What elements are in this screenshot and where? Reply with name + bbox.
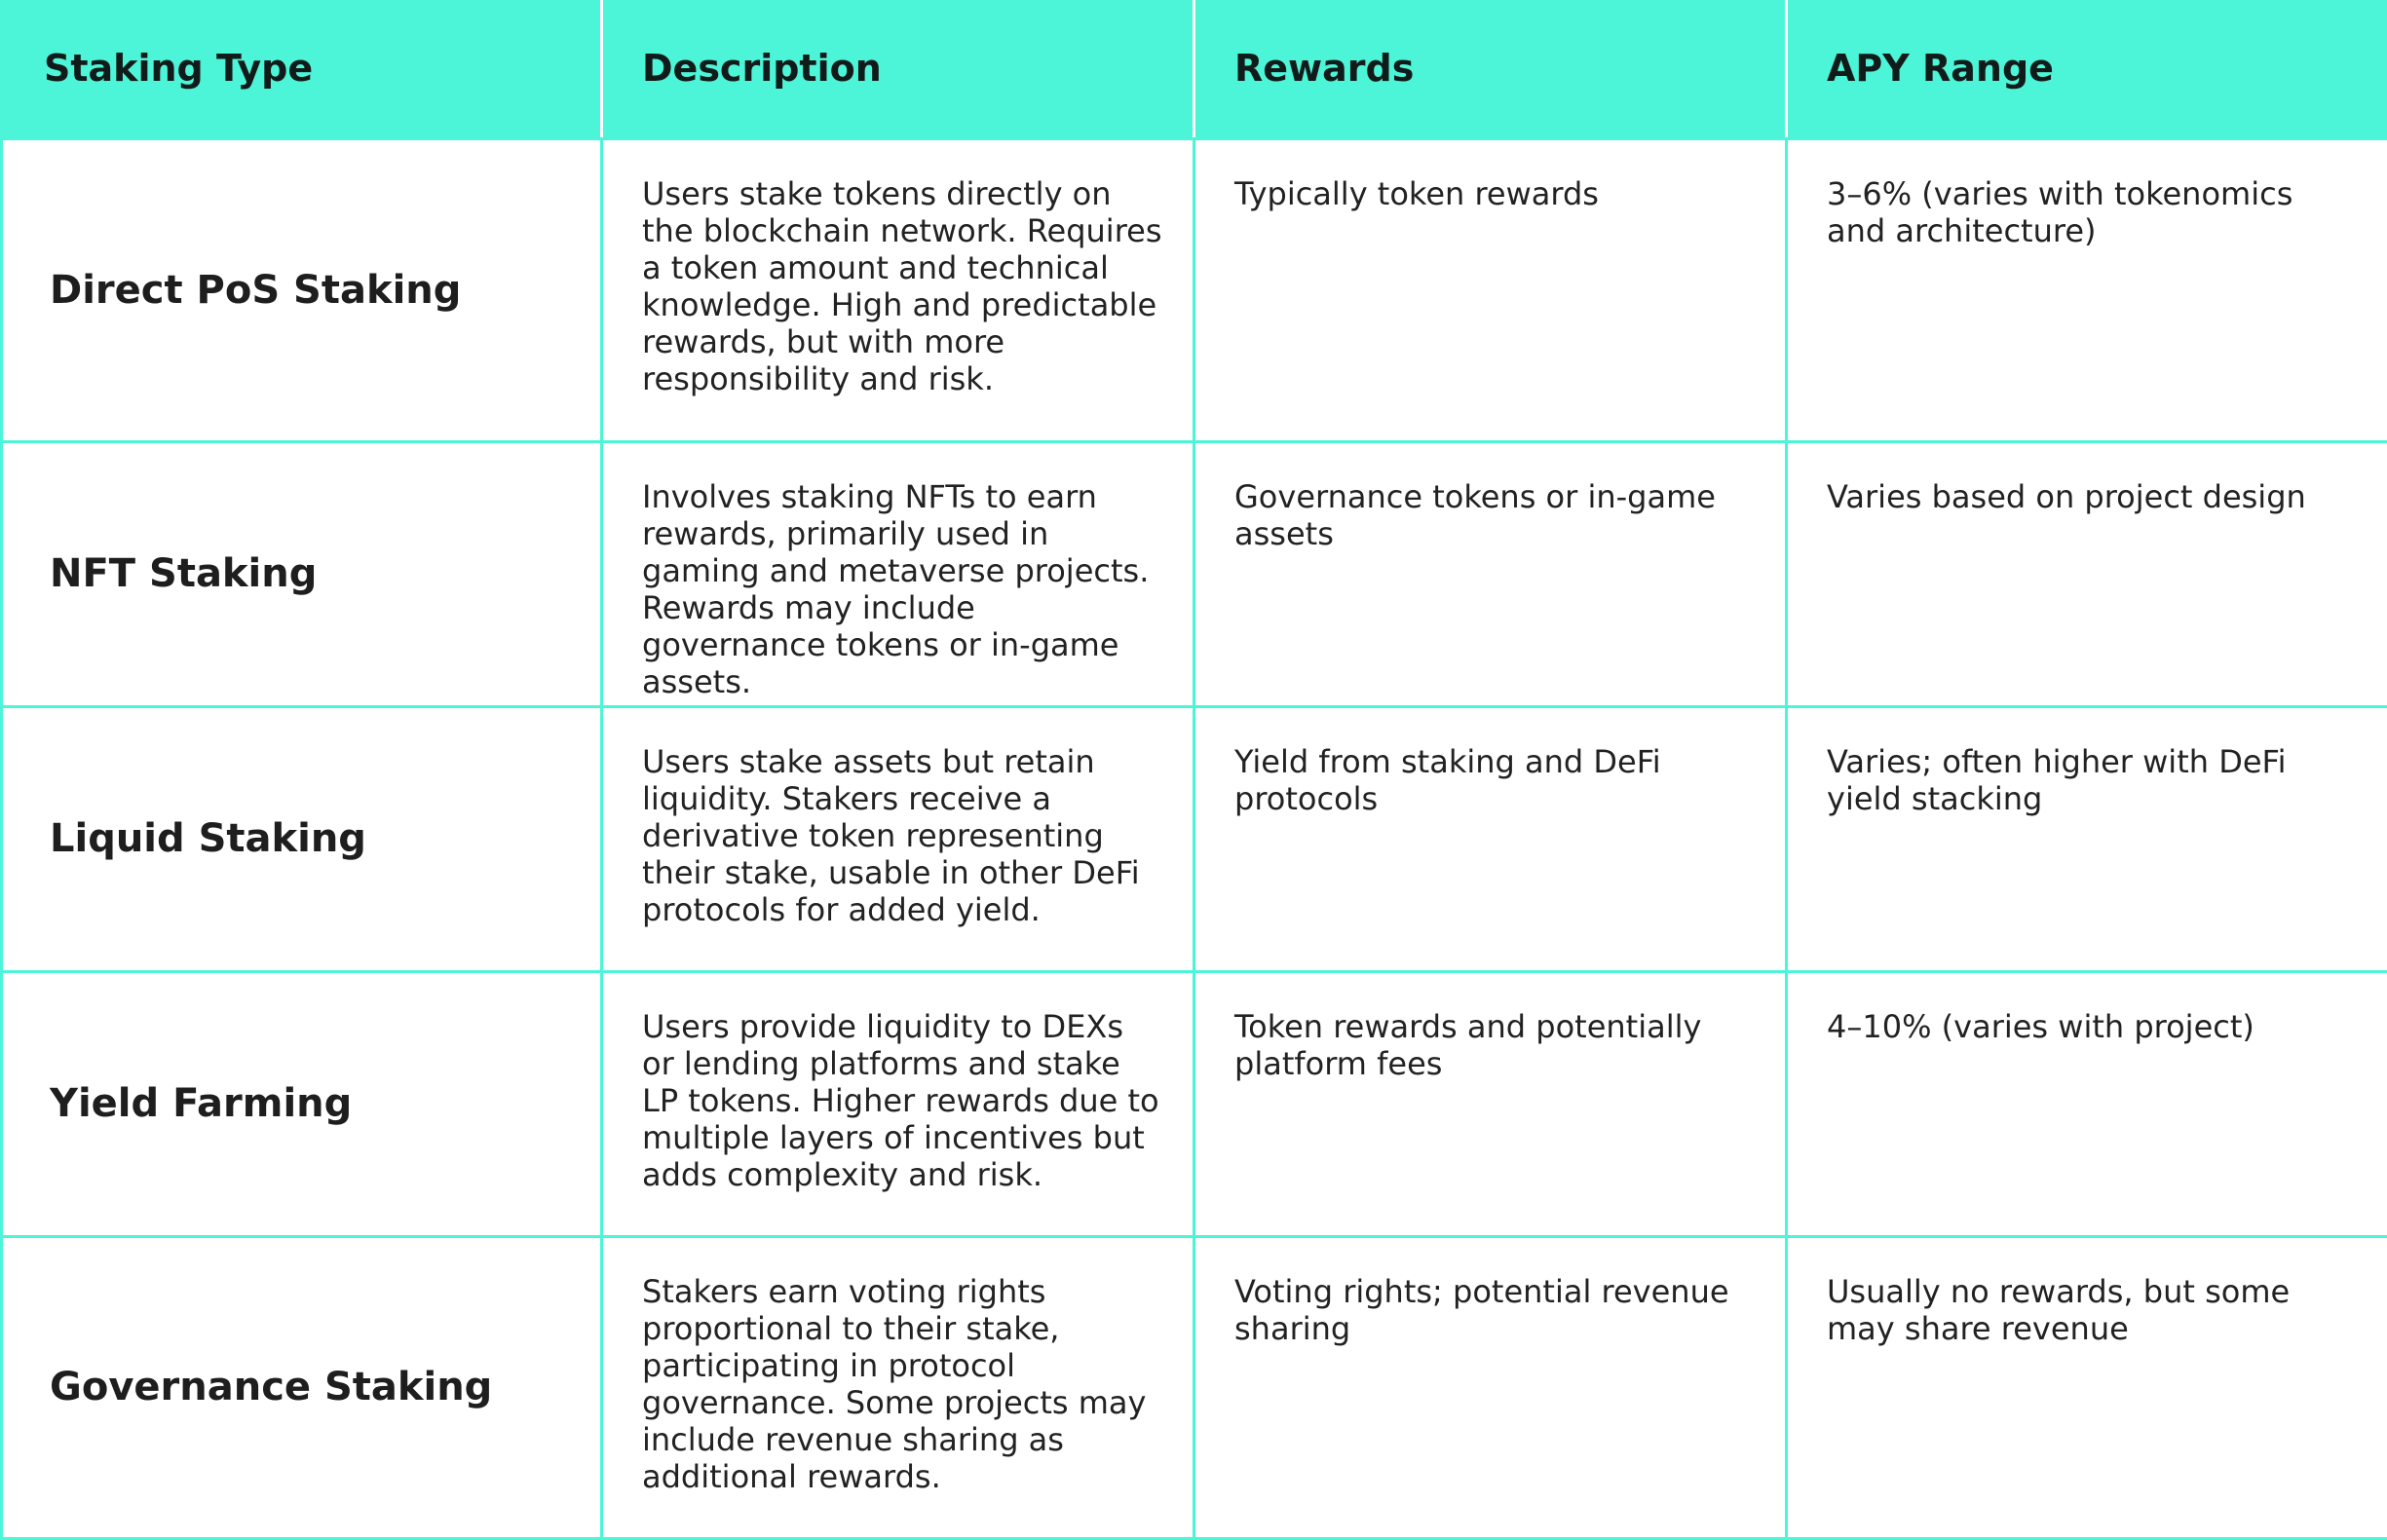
- staking-type-cell: Direct PoS Staking: [2, 138, 602, 441]
- staking-type-cell: NFT Staking: [2, 441, 602, 706]
- header-staking-type: Staking Type: [2, 0, 602, 138]
- rewards-cell: Voting rights; potential revenue sharing: [1194, 1236, 1787, 1538]
- rewards-cell: Yield from staking and DeFi protocols: [1194, 706, 1787, 971]
- rewards-cell: Token rewards and potentially platform fees: [1194, 971, 1787, 1236]
- table-row: [2, 138, 2387, 441]
- rewards-cell: Governance tokens or in-game assets: [1194, 441, 1787, 706]
- description-cell: Stakers earn voting rights proportional to their stake, participating in protocol governance. Some projects may include revenue sharing as additional rewards.: [602, 1236, 1194, 1538]
- description-cell: Involves staking NFTs to earn rewards, primarily used in gaming and metaverse projects. Rewards may include governance tokens or in-game assets.: [602, 441, 1194, 706]
- table-row: [2, 1236, 2387, 1538]
- apy-range-cell: Varies; often higher with DeFi yield stacking: [1787, 706, 2387, 971]
- table-row: [2, 706, 2387, 971]
- staking-type-cell: Governance Staking: [2, 1236, 602, 1538]
- header-rewards: Rewards: [1194, 0, 1787, 138]
- description-cell: Users stake tokens directly on the blockchain network. Requires a token amount and technical knowledge. High and predictable rewards, but with more responsibility and risk.: [602, 138, 1194, 441]
- header-apy-range: APY Range: [1787, 0, 2387, 138]
- table-header-row: [2, 0, 2387, 138]
- rewards-cell: Typically token rewards: [1194, 138, 1787, 441]
- description-cell: Users provide liquidity to DEXs or lending platforms and stake LP tokens. Higher rewards due to multiple layers of incentives but adds complexity and risk.: [602, 971, 1194, 1236]
- apy-range-cell: 3–6% (varies with tokenomics and architecture): [1787, 138, 2387, 441]
- staking-type-cell: Liquid Staking: [2, 706, 602, 971]
- table-row: [2, 441, 2387, 706]
- apy-range-cell: Varies based on project design: [1787, 441, 2387, 706]
- header-description: Description: [602, 0, 1194, 138]
- table-row: [2, 971, 2387, 1236]
- description-cell: Users stake assets but retain liquidity. Stakers receive a derivative token representing their stake, usable in other DeFi protocols for added yield.: [602, 706, 1194, 971]
- staking-type-cell: Yield Farming: [2, 971, 602, 1236]
- apy-range-cell: Usually no rewards, but some may share revenue: [1787, 1236, 2387, 1538]
- apy-range-cell: 4–10% (varies with project): [1787, 971, 2387, 1236]
